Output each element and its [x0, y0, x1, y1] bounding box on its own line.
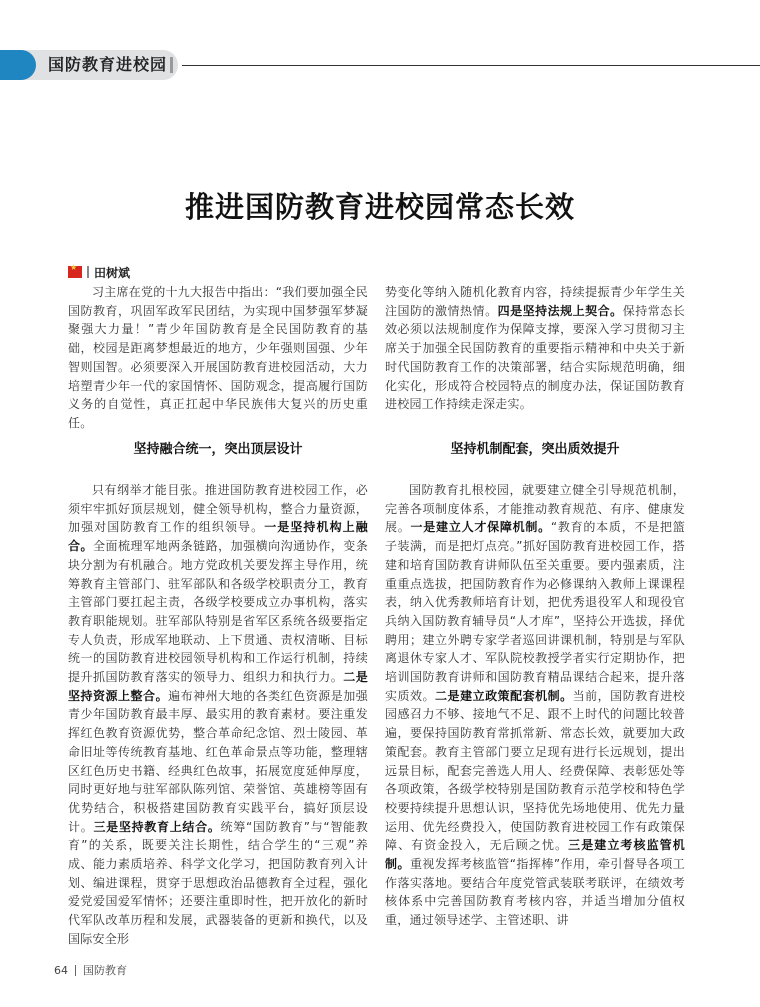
- footer-divider: [75, 965, 76, 976]
- page-footer: [54, 962, 127, 978]
- point-three-heading: 三是坚持教育上结合。: [93, 819, 221, 834]
- flag-icon: [68, 266, 82, 278]
- section2-body: [385, 481, 685, 930]
- point-four-heading: 四是坚持法规上契合。: [497, 303, 623, 318]
- author-name: 田树斌: [94, 265, 131, 280]
- article-title: 推进国防教育进校园常态长效: [184, 190, 575, 225]
- byline-divider: [87, 266, 89, 278]
- byline: [68, 265, 130, 279]
- section-tab-accent: [0, 50, 36, 80]
- mechanism-two-heading: 二是建立政策配套机制。: [435, 688, 573, 703]
- section-divider-bar: [170, 57, 173, 73]
- mechanism-one-heading: 一是建立人才保障机制。: [410, 520, 551, 535]
- right-top-block: [385, 283, 685, 414]
- mechanism-three-heading: 三是建立考核监管机制。: [385, 838, 685, 872]
- section1-body: [68, 481, 368, 949]
- header-rule: [182, 65, 760, 66]
- right-top-paragraph: 势变化等纳入随机化教育内容，持续提振青少年学生关注国防的激情热情。四是坚持法规上契合。保持常态长效必须以法规制度作为保障支撑，要深入学习贯彻习主席关于加强全民国防教育的重要指示精神和中央关于新时代国防教育工作的决策部署，结合实际规范明确，细化实化，形成符合校园特点的制度办法，保证国防教育进校园工作持续走深走实。: [385, 285, 685, 412]
- intro-paragraph: 习主席在党的十九大报告中指出：“我们要加强全民国防教育，巩固军政军民团结，为实现中国梦强军梦凝聚强大力量！”青少年国防教育是全民国防教育的基础，校园是距离梦想最近的地方，少年强则国强、少年智则国智。必须要深入开展国防教育进校园活动，大力培塑青少年一代的家国情怀、国防观念，提高履行国防义务的自觉性，真正扛起中华民族伟大复兴的历史重任。: [68, 285, 368, 430]
- section1-heading: 坚持融合统一，突出顶层设计: [133, 442, 303, 457]
- intro-paragraph-block: [68, 283, 368, 433]
- point-one-heading: 一是坚持机构上融合。: [68, 520, 368, 554]
- section1-paragraph: 只有纲举才能目张。推进国防教育进校园工作，必须牢牢抓好顶层规划，健全领导机构，整合力量资源，加强对国防教育工作的组织领导。一是坚持机构上融合。全面梳理军地两条链路，加强横向沟通协作，变条块分割为有机融合。地方党政机关要发挥主导作用，统筹教育主管部门、驻军部队和各级学校职责分工，教育主管部门要扛起主责，各级学校要成立办事机构，落实教育职能规划。驻军部队特别是省军区系统各级要指定专人负责，形成军地联动、上下贯通、责权清晰、目标统一的国防教育进校园领导机构和工作运行机制，持续提升抓国防教育落实的领导力、组织力和执行力。二是坚持资源上整合。遍布神州大地的各类红色资源是加强青少年国防教育最丰厚、最实用的教育素材。要注重发挥红色教育资源优势，整合革命纪念馆、烈士陵园、革命旧址等传统教育基地、红色革命景点等功能，整理辖区红色历史书籍、经典红色故事，拓展宽度延伸厚度，同时更好地与驻军部队陈列馆、荣誉馆、英雄榜等固有优势结合，积极搭建国防教育实践平台，搞好顶层设计。三是坚持教育上结合。统筹“国防教育”与“智能教育”的关系，既要关注长期性，结合学生的“三观”养成、能力素质培养、科学文化学习，把国防教育列入计划、编进课程，贯穿于思想政治品德教育全过程，强化爱党爱国爱军情怀；还要注重即时性，把开放化的新时代军队改革历程和发展，武器装备的更新和换代，以及国际安全形: [68, 483, 368, 946]
- section2-paragraph: 国防教育扎根校园，就要建立健全引导规范机制，完善各项制度体系，才能推动教育规范、有序、健康发展。一是建立人才保障机制。“教育的本质，不是把篮子装满，而是把灯点亮。”抓好国防教育进校园工作，搭建和培育国防教育讲师队伍至关重要。要内强素质，注重重点选拔，把国防教育作为必修课纳入教师上课课程表，纳入优秀教师培育计划，把优秀退役军人和现役官兵纳入国防教育辅导员“人才库”，坚持公开选拔，择优聘用；建立外聘专家学者巡回讲课机制，特别是与军队离退休专家人才、军队院校教授学者实行定期协作，把培训国防教育讲师和国防教育精品课结合起来，提升落实质效。二是建立政策配套机制。当前，国防教育进校园感召力不够、接地气不足、跟不上时代的问题比较普遍，要保持国防教育常抓常新、常态长效，就要加大政策配套。教育主管部门要立足现有进行长远规划，提出远景目标，配套完善选人用人、经费保障、表彰惩处等各项政策，各级学校特别是国防教育示范学校和特色学校要持续提升思想认识，坚持优先场地使用、优先力量运用、优先经费投入，使国防教育进校园工作有政策保障、有资金投入，无后顾之忧。三是建立考核监管机制。重视发挥考核监管“指挥棒”作用，牵引督导各项工作落实落地。要结合年度党管武装联考联评，在绩效考核体系中完善国防教育考核内容，并适当增加分值权重，通过领导述学、主管述职、讲: [385, 483, 685, 928]
- publication-name: 国防教育: [83, 964, 127, 977]
- point-two-heading: 二是坚持资源上整合。: [68, 670, 368, 703]
- section2-heading: 坚持机制配套，突出质效提升: [450, 442, 620, 457]
- section-title: 国防教育进校园: [48, 55, 168, 74]
- page-number: 64: [54, 963, 68, 977]
